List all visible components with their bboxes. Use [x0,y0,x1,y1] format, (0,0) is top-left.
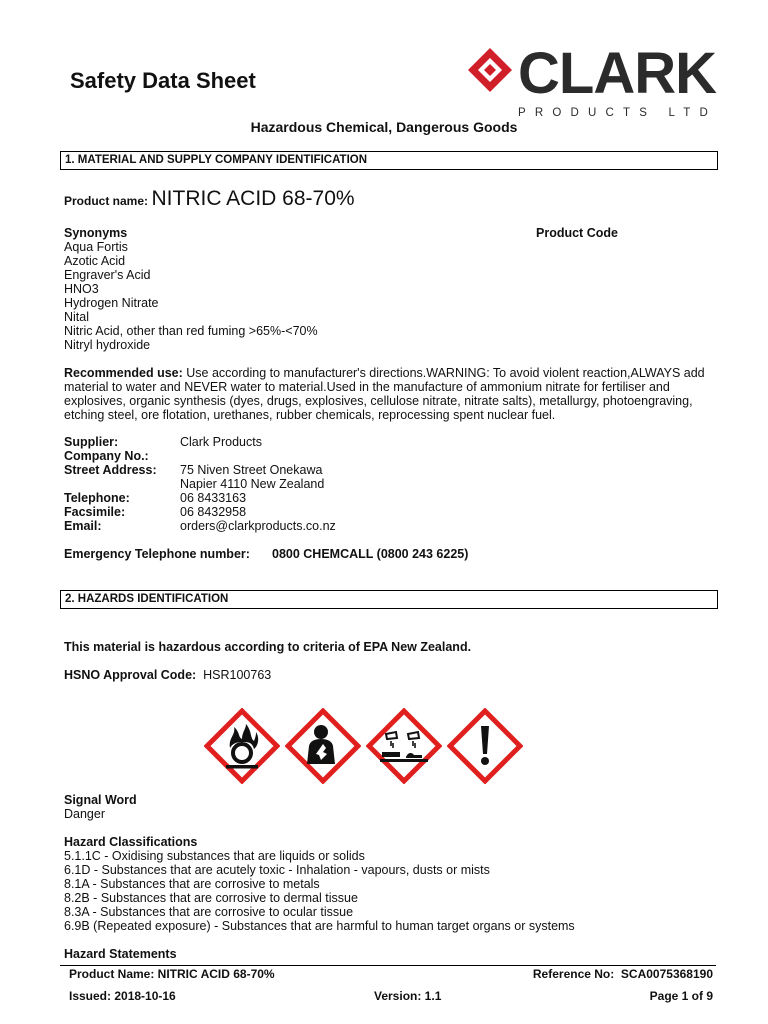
street-address-row-2 [64,477,324,491]
hazard-classifications [64,835,575,933]
footer-version: Version: 1.1 [374,989,442,1003]
telephone-value: 06 8433163 [180,491,247,505]
hazard-classification-item: 6.9B (Repeated exposure) - Substances that are harmful to human target organs or systems [64,919,575,933]
facsimile-value: 06 8432958 [180,505,247,519]
telephone-label: Telephone: [64,491,130,505]
company-logo [462,42,720,124]
hsno-approval [64,668,271,682]
synonym-item: Nital [64,310,90,324]
section-2-heading [60,590,718,609]
section-1-heading [60,151,718,170]
exclamation-icon [447,708,523,784]
footer-reference: Reference No: SCA0075368190 [532,967,713,981]
footer-product-name: Product Name: NITRIC ACID 68-70% [69,967,275,981]
street-address-line1: 75 Niven Street Onekawa [180,463,323,477]
supplier-row [64,435,262,449]
recommended-use-text: Use according to manufacturer's directions.WARNING: To avoid violent reaction,ALWAYS add material to water and NEVER water to material.Used in the manufacture of ammonium nitrate for fertiliser and explosives, organic synthesis (dyes, drugs, explosives, cellulose nitrate, nitrate salts), metallurgy, photoengraving, etching steel, ore flotation, urethanes, rubber chemicals, reprocessing spent nuclear fuel. [64,366,705,422]
synonym-item: Nitryl hydroxide [64,338,151,352]
synonyms-label: Synonyms [64,226,128,240]
hazard-classification-item: 6.1D - Substances that are acutely toxic - Inhalation - vapours, dusts or mists [64,863,490,877]
document-title: Safety Data Sheet [70,68,256,93]
synonym-item: HNO3 [64,282,99,296]
synonym-item: Azotic Acid [64,254,126,268]
company-no-row [64,449,180,463]
hazard-classification-item: 8.3A - Substances that are corrosive to ocular tissue [64,905,354,919]
street-address-line2: Napier 4110 New Zealand [180,477,325,491]
hazard-classification-item: 5.1.1C - Oxidising substances that are liquids or solids [64,849,365,863]
supplier-value: Clark Products [180,435,262,449]
street-address-label: Street Address: [64,463,157,477]
supplier-label: Supplier: [64,435,119,449]
emergency-value: 0800 CHEMCALL (0800 243 6225) [272,547,469,561]
recommended-use [64,366,724,422]
telephone-row [64,491,246,505]
synonym-item: Engraver's Acid [64,268,151,282]
product-name-row [64,186,355,212]
email-row [64,519,336,533]
hazardous-statement: This material is hazardous according to criteria of EPA New Zealand. [64,640,472,654]
section-1-heading-text: 1. MATERIAL AND SUPPLY COMPANY IDENTIFICATION [65,154,368,166]
footer-divider [60,965,716,966]
logo-diamond-icon [466,46,514,94]
health-hazard-icon [285,708,361,784]
email-value: orders@clarkproducts.co.nz [180,519,336,533]
hazard-classification-item: 8.2B - Substances that are corrosive to dermal tissue [64,891,358,905]
recommended-use-label: Recommended use: [64,366,183,380]
street-address-row [64,463,322,477]
hazard-classification-item: 8.1A - Substances that are corrosive to metals [64,877,320,891]
synonym-item: Hydrogen Nitrate [64,296,159,310]
facsimile-row [64,505,246,519]
hazard-statements-label: Hazard Statements [64,947,177,961]
signal-word-label: Signal Word [64,793,137,807]
product-name-value: NITRIC ACID 68-70% [151,187,355,210]
section-2-heading-text: 2. HAZARDS IDENTIFICATION [65,593,229,605]
email-label: Email: [64,519,102,533]
logo-tagline: PRODUCTS LTD [518,107,717,119]
footer-page-number: Page 1 of 9 [649,989,713,1003]
hsno-code: HSR100763 [203,668,272,682]
emergency-label: Emergency Telephone number: [64,547,250,561]
synonym-item: Nitric Acid, other than red fuming >65%-<70% [64,324,318,338]
corrosion-icon [366,708,442,784]
synonym-item: Aqua Fortis [64,240,128,254]
facsimile-label: Facsimile: [64,505,126,519]
signal-word-value: Danger [64,807,105,821]
logo-wordmark: CLARK [518,41,716,106]
hsno-label: HSNO Approval Code: [64,668,197,682]
flame-over-circle-icon [204,708,280,784]
company-no-label: Company No.: [64,449,149,463]
hazard-classifications-label: Hazard Classifications [64,835,198,849]
signal-word [64,793,137,821]
product-name-label: Product name: [64,194,149,208]
footer-issued: Issued: 2018-10-16 [69,989,176,1003]
document-subtitle: Hazardous Chemical, Dangerous Goods [250,119,518,135]
emergency-telephone [64,547,468,561]
synonyms-list [64,226,318,352]
product-code-label: Product Code [536,226,618,240]
